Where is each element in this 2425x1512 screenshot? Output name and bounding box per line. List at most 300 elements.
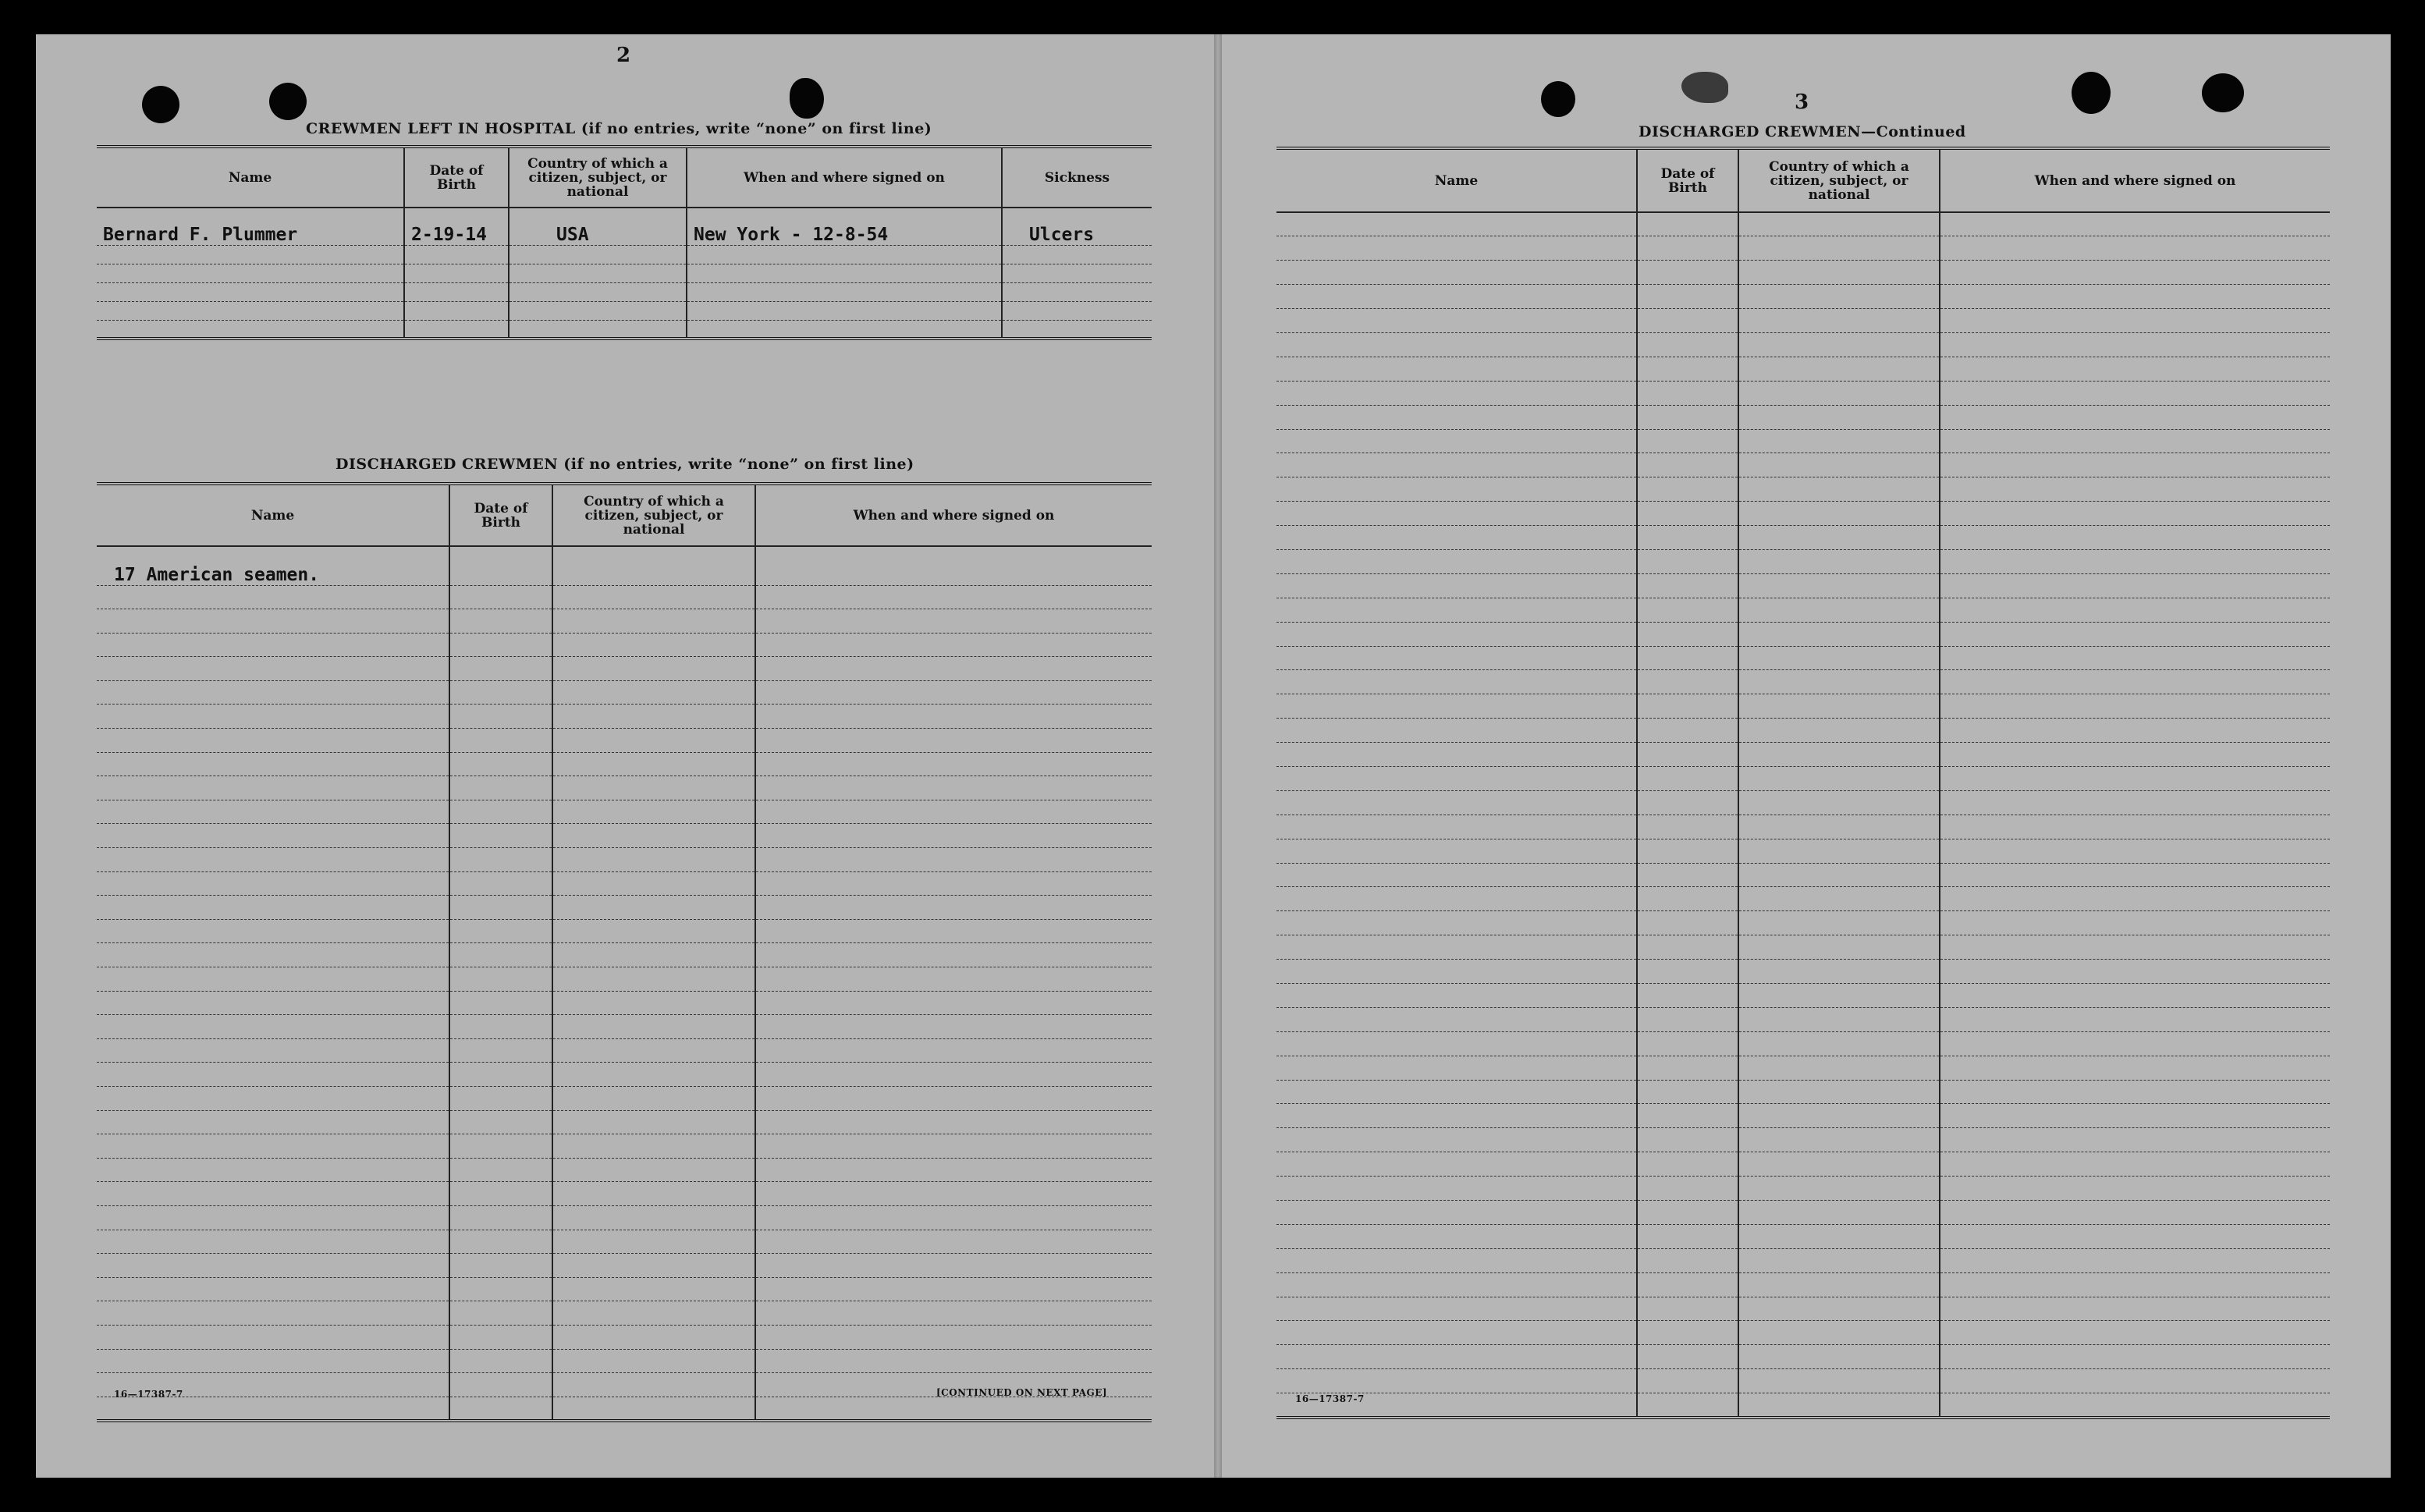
blank-cell bbox=[449, 1397, 552, 1421]
column-header-name: Name bbox=[97, 484, 449, 546]
blank-cell bbox=[1738, 1080, 1940, 1104]
blank-cell bbox=[755, 752, 1152, 776]
blank-cell bbox=[1940, 1031, 2330, 1056]
blank-cell bbox=[1940, 332, 2330, 357]
column-header-name: Name bbox=[97, 147, 404, 208]
hospital-table bbox=[97, 145, 1152, 340]
binder-hole bbox=[269, 83, 307, 120]
table-row bbox=[97, 1301, 1152, 1326]
blank-cell bbox=[1738, 863, 1940, 887]
blank-cell bbox=[552, 1063, 755, 1087]
blank-cell bbox=[552, 705, 755, 729]
blank-cell bbox=[1940, 261, 2330, 285]
blank-cell bbox=[755, 800, 1152, 824]
blank-cell bbox=[1738, 1152, 1940, 1177]
column-header-signed-on: When and where signed on bbox=[687, 147, 1002, 208]
table-row bbox=[1276, 549, 2330, 573]
blank-cell bbox=[1276, 887, 1637, 911]
table-row bbox=[1276, 670, 2330, 694]
blank-cell bbox=[755, 871, 1152, 896]
blank-cell bbox=[1276, 863, 1637, 887]
blank-cell bbox=[97, 1038, 449, 1063]
blank-cell bbox=[1276, 790, 1637, 815]
blank-cell bbox=[1940, 1248, 2330, 1272]
blank-cell bbox=[1738, 839, 1940, 863]
blank-cell bbox=[1637, 1321, 1738, 1345]
blank-cell bbox=[1738, 1297, 1940, 1321]
hospital-section-title bbox=[306, 120, 932, 137]
table-row bbox=[1276, 1393, 2330, 1418]
blank-cell bbox=[1738, 309, 1940, 333]
blank-cell bbox=[1276, 646, 1637, 670]
blank-cell bbox=[1940, 549, 2330, 573]
blank-cell bbox=[1738, 549, 1940, 573]
blank-cell bbox=[755, 1397, 1152, 1421]
blank-cell bbox=[1940, 815, 2330, 839]
table-row bbox=[97, 800, 1152, 824]
blank-cell bbox=[552, 1110, 755, 1134]
blank-cell bbox=[1940, 1152, 2330, 1177]
table-row bbox=[1276, 719, 2330, 743]
blank-cell bbox=[1637, 935, 1738, 960]
blank-cell bbox=[1940, 1128, 2330, 1152]
blank-cell bbox=[449, 705, 552, 729]
table-row bbox=[1276, 694, 2330, 719]
blank-cell bbox=[1637, 1056, 1738, 1080]
blank-cell bbox=[1637, 1007, 1738, 1031]
blank-cell bbox=[1940, 1056, 2330, 1080]
discharged-section-title bbox=[336, 456, 914, 473]
table-row bbox=[97, 657, 1152, 681]
table-row bbox=[1276, 1007, 2330, 1031]
blank-cell bbox=[755, 1086, 1152, 1110]
blank-cell bbox=[97, 1325, 449, 1349]
blank-cell bbox=[1276, 477, 1637, 502]
blank-cell bbox=[1940, 1007, 2330, 1031]
blank-cell bbox=[552, 609, 755, 634]
blank-cell bbox=[1276, 1297, 1637, 1321]
blank-cell bbox=[1940, 236, 2330, 261]
blank-cell bbox=[1276, 381, 1637, 405]
blank-cell bbox=[1738, 911, 1940, 935]
blank-cell bbox=[1738, 622, 1940, 646]
table-row bbox=[97, 320, 1152, 339]
blank-cell bbox=[449, 1277, 552, 1301]
table-row bbox=[97, 848, 1152, 872]
table-row bbox=[1276, 332, 2330, 357]
blank-cell bbox=[1276, 549, 1637, 573]
blank-cell bbox=[552, 1230, 755, 1254]
blank-cell bbox=[1940, 1393, 2330, 1418]
blank-cell bbox=[1637, 1128, 1738, 1152]
blank-cell bbox=[552, 680, 755, 705]
blank-cell bbox=[449, 943, 552, 967]
blank-cell bbox=[1738, 743, 1940, 767]
blank-cell bbox=[449, 967, 552, 992]
blank-cell bbox=[1637, 960, 1738, 984]
blank-cell bbox=[97, 752, 449, 776]
blank-cell bbox=[1276, 598, 1637, 622]
blank-cell bbox=[1738, 719, 1940, 743]
blank-cell bbox=[1637, 285, 1738, 309]
table-row bbox=[1276, 1104, 2330, 1128]
blank-cell bbox=[1637, 622, 1738, 646]
table-row bbox=[1276, 1128, 2330, 1152]
blank-cell bbox=[1637, 573, 1738, 598]
blank-cell bbox=[449, 1254, 552, 1278]
blank-cell bbox=[1738, 285, 1940, 309]
blank-cell bbox=[1637, 1272, 1738, 1297]
blank-cell bbox=[1276, 573, 1637, 598]
blank-cell bbox=[1940, 984, 2330, 1008]
table-row bbox=[97, 1397, 1152, 1421]
blank-cell bbox=[449, 729, 552, 753]
table-row bbox=[1276, 573, 2330, 598]
blank-cell bbox=[552, 943, 755, 967]
table-row bbox=[97, 967, 1152, 992]
blank-cell bbox=[1940, 1080, 2330, 1104]
table-row bbox=[1276, 1345, 2330, 1369]
table-row bbox=[97, 633, 1152, 657]
table-row bbox=[97, 1134, 1152, 1159]
blank-cell bbox=[1738, 694, 1940, 719]
crewman-dob bbox=[449, 546, 552, 585]
blank-cell bbox=[1738, 236, 1940, 261]
blank-cell bbox=[1738, 790, 1940, 815]
blank-cell bbox=[552, 1134, 755, 1159]
blank-cell bbox=[449, 1325, 552, 1349]
binder-hole bbox=[790, 78, 824, 119]
blank-cell bbox=[552, 1397, 755, 1421]
blank-cell bbox=[552, 633, 755, 657]
table-row bbox=[97, 282, 1152, 301]
blank-cell bbox=[1276, 984, 1637, 1008]
blank-cell bbox=[552, 1301, 755, 1326]
blank-cell bbox=[97, 1254, 449, 1278]
column-header-date-of-birth: Date of Birth bbox=[449, 484, 552, 546]
blank-cell bbox=[97, 1230, 449, 1254]
table-row bbox=[97, 1254, 1152, 1278]
blank-cell bbox=[1637, 1177, 1738, 1201]
blank-cell bbox=[755, 1182, 1152, 1206]
blank-cell bbox=[449, 1158, 552, 1182]
blank-cell bbox=[449, 633, 552, 657]
blank-cell bbox=[1738, 1201, 1940, 1225]
table-row bbox=[1276, 766, 2330, 790]
table-row bbox=[97, 1325, 1152, 1349]
blank-cell bbox=[1276, 1345, 1637, 1369]
blank-cell bbox=[1738, 1031, 1940, 1056]
blank-cell bbox=[1738, 477, 1940, 502]
blank-cell bbox=[1637, 790, 1738, 815]
blank-cell bbox=[1637, 381, 1738, 405]
blank-cell bbox=[755, 1134, 1152, 1159]
table-row bbox=[97, 585, 1152, 609]
blank-cell bbox=[1738, 526, 1940, 550]
blank-cell bbox=[97, 871, 449, 896]
blank-cell bbox=[1276, 309, 1637, 333]
table-row bbox=[1276, 1224, 2330, 1248]
blank-cell bbox=[1637, 549, 1738, 573]
blank-cell bbox=[1276, 357, 1637, 381]
blank-cell bbox=[755, 1277, 1152, 1301]
table-row bbox=[1276, 285, 2330, 309]
blank-cell bbox=[1276, 453, 1637, 477]
continued-note: [CONTINUED ON NEXT PAGE] bbox=[936, 1387, 1108, 1398]
blank-cell bbox=[1276, 719, 1637, 743]
crewman-country: USA bbox=[509, 208, 687, 245]
blank-cell bbox=[552, 896, 755, 920]
blank-cell bbox=[552, 1086, 755, 1110]
blank-cell bbox=[1276, 622, 1637, 646]
blank-cell bbox=[1637, 1393, 1738, 1418]
blank-cell bbox=[1738, 429, 1940, 453]
blank-cell bbox=[1637, 719, 1738, 743]
table-row bbox=[1276, 261, 2330, 285]
blank-cell bbox=[552, 800, 755, 824]
blank-cell bbox=[1276, 212, 1637, 236]
table-row bbox=[97, 896, 1152, 920]
blank-cell bbox=[97, 824, 449, 848]
table-row bbox=[97, 919, 1152, 943]
blank-cell bbox=[1276, 839, 1637, 863]
table-row bbox=[1276, 646, 2330, 670]
table-row bbox=[97, 609, 1152, 634]
blank-cell bbox=[1738, 1104, 1940, 1128]
blank-cell bbox=[1940, 935, 2330, 960]
blank-cell bbox=[97, 1349, 449, 1373]
blank-cell bbox=[97, 705, 449, 729]
blank-cell bbox=[97, 680, 449, 705]
blank-cell bbox=[552, 1015, 755, 1039]
table-row bbox=[97, 1182, 1152, 1206]
table-row bbox=[97, 1158, 1152, 1182]
blank-cell bbox=[1738, 935, 1940, 960]
blank-cell bbox=[755, 943, 1152, 967]
blank-cell bbox=[1276, 766, 1637, 790]
table-row bbox=[1276, 405, 2330, 429]
page-number: 2 bbox=[616, 44, 631, 67]
blank-cell bbox=[1940, 863, 2330, 887]
form-number: 16—17387-7 bbox=[114, 1389, 183, 1400]
blank-cell bbox=[1738, 598, 1940, 622]
blank-cell bbox=[449, 896, 552, 920]
column-header-date-of-birth: Date of Birth bbox=[404, 147, 509, 208]
blank-cell bbox=[1276, 1369, 1637, 1393]
table-row bbox=[1276, 598, 2330, 622]
blank-cell bbox=[755, 633, 1152, 657]
blank-cell bbox=[1637, 1104, 1738, 1128]
blank-cell bbox=[755, 705, 1152, 729]
crewman-name: Bernard F. Plummer bbox=[97, 208, 404, 245]
discharged-title-note: (if no entries, write “none” on first line) bbox=[563, 456, 914, 473]
blank-cell bbox=[1276, 1248, 1637, 1272]
discharged-continued-title: DISCHARGED CREWMEN—Continued bbox=[1639, 123, 1966, 140]
blank-cell bbox=[552, 967, 755, 992]
table-row bbox=[97, 705, 1152, 729]
table-row bbox=[1276, 1272, 2330, 1297]
table-row bbox=[1276, 622, 2330, 646]
table-row bbox=[1276, 477, 2330, 502]
blank-cell bbox=[1738, 960, 1940, 984]
blank-cell bbox=[1940, 790, 2330, 815]
blank-cell bbox=[755, 1110, 1152, 1134]
blank-cell bbox=[1276, 405, 1637, 429]
blank-cell bbox=[1637, 236, 1738, 261]
blank-cell bbox=[1738, 332, 1940, 357]
blank-cell bbox=[1637, 694, 1738, 719]
crewman-signed-on: New York - 12-8-54 bbox=[687, 208, 1002, 245]
blank-cell bbox=[755, 991, 1152, 1015]
crewman-country bbox=[552, 546, 755, 585]
blank-cell bbox=[1276, 815, 1637, 839]
blank-cell bbox=[1637, 1152, 1738, 1177]
blank-cell bbox=[1940, 839, 2330, 863]
page-number: 3 bbox=[1795, 91, 1809, 114]
blank-cell bbox=[1738, 573, 1940, 598]
blank-cell bbox=[1276, 1272, 1637, 1297]
blank-cell bbox=[449, 1301, 552, 1326]
blank-cell bbox=[755, 729, 1152, 753]
table-row bbox=[97, 245, 1152, 264]
table-row bbox=[97, 208, 1152, 245]
blank-cell bbox=[755, 1254, 1152, 1278]
blank-cell bbox=[1637, 502, 1738, 526]
blank-cell bbox=[552, 1373, 755, 1397]
blank-cell bbox=[1940, 1297, 2330, 1321]
table-row bbox=[1276, 984, 2330, 1008]
blank-cell bbox=[1276, 1152, 1637, 1177]
blank-cell bbox=[1940, 477, 2330, 502]
table-row bbox=[97, 752, 1152, 776]
blank-cell bbox=[97, 657, 449, 681]
table-row bbox=[97, 1277, 1152, 1301]
column-header-date-of-birth: Date of Birth bbox=[1637, 148, 1738, 212]
blank-cell bbox=[552, 657, 755, 681]
blank-cell bbox=[1940, 719, 2330, 743]
blank-cell bbox=[1276, 285, 1637, 309]
table-row bbox=[97, 824, 1152, 848]
blank-cell bbox=[1276, 429, 1637, 453]
blank-cell bbox=[1940, 429, 2330, 453]
blank-cell bbox=[97, 1277, 449, 1301]
blank-cell bbox=[755, 609, 1152, 634]
blank-cell bbox=[1738, 502, 1940, 526]
crewman-dob: 2-19-14 bbox=[404, 208, 509, 245]
hospital-title-note: (if no entries, write “none” on first line) bbox=[581, 120, 932, 137]
blank-cell bbox=[1738, 357, 1940, 381]
blank-cell bbox=[755, 919, 1152, 943]
discharged-title-text: DISCHARGED CREWMEN bbox=[336, 456, 559, 473]
blank-cell bbox=[97, 585, 449, 609]
table-row bbox=[1276, 453, 2330, 477]
blank-cell bbox=[97, 729, 449, 753]
crewman-name: 17 American seamen. bbox=[97, 546, 449, 585]
table-row bbox=[1276, 1321, 2330, 1345]
table-row bbox=[97, 776, 1152, 800]
column-header-name: Name bbox=[1276, 148, 1637, 212]
blank-cell bbox=[552, 848, 755, 872]
blank-cell bbox=[97, 1110, 449, 1134]
crewman-sickness: Ulcers bbox=[1002, 208, 1152, 245]
blank-cell bbox=[1738, 1128, 1940, 1152]
blank-cell bbox=[1637, 743, 1738, 767]
blank-cell bbox=[1276, 1321, 1637, 1345]
table-row bbox=[1276, 863, 2330, 887]
blank-cell bbox=[97, 776, 449, 800]
table-row bbox=[1276, 502, 2330, 526]
blank-cell bbox=[1276, 1031, 1637, 1056]
blank-cell bbox=[449, 1230, 552, 1254]
blank-cell bbox=[1940, 453, 2330, 477]
blank-cell bbox=[1637, 646, 1738, 670]
blank-cell bbox=[1940, 670, 2330, 694]
blank-cell bbox=[1940, 1369, 2330, 1393]
table-row bbox=[1276, 1297, 2330, 1321]
blank-cell bbox=[552, 919, 755, 943]
blank-cell bbox=[552, 585, 755, 609]
blank-cell bbox=[755, 585, 1152, 609]
blank-cell bbox=[449, 1205, 552, 1230]
blank-cell bbox=[1637, 1080, 1738, 1104]
column-header-country: Country of which a citizen, subject, or national bbox=[552, 484, 755, 546]
table-row bbox=[97, 1038, 1152, 1063]
blank-cell bbox=[755, 1063, 1152, 1087]
blank-cell bbox=[755, 1205, 1152, 1230]
blank-cell bbox=[755, 824, 1152, 848]
blank-cell bbox=[1940, 285, 2330, 309]
blank-cell bbox=[1738, 1345, 1940, 1369]
blank-cell bbox=[1637, 863, 1738, 887]
blank-cell bbox=[97, 1205, 449, 1230]
blank-cell bbox=[97, 1397, 449, 1421]
blank-cell bbox=[1940, 357, 2330, 381]
blank-cell bbox=[1738, 766, 1940, 790]
blank-cell bbox=[552, 1277, 755, 1301]
blank-cell bbox=[97, 1301, 449, 1326]
blank-cell bbox=[755, 1301, 1152, 1326]
blank-cell bbox=[1940, 1321, 2330, 1345]
blank-cell bbox=[552, 871, 755, 896]
blank-cell bbox=[1276, 670, 1637, 694]
blank-cell bbox=[1940, 1177, 2330, 1201]
table-row bbox=[1276, 357, 2330, 381]
table-row bbox=[97, 1086, 1152, 1110]
blank-cell bbox=[1637, 357, 1738, 381]
blank-cell bbox=[97, 800, 449, 824]
blank-cell bbox=[1940, 694, 2330, 719]
blank-cell bbox=[552, 1349, 755, 1373]
blank-cell bbox=[449, 1134, 552, 1159]
blank-cell bbox=[1940, 887, 2330, 911]
blank-cell bbox=[1637, 1297, 1738, 1321]
blank-cell bbox=[1276, 236, 1637, 261]
blank-cell bbox=[552, 824, 755, 848]
table-row bbox=[1276, 429, 2330, 453]
table-row bbox=[97, 1015, 1152, 1039]
blank-cell bbox=[449, 680, 552, 705]
blank-cell bbox=[1276, 332, 1637, 357]
blank-cell bbox=[1637, 332, 1738, 357]
blank-cell bbox=[1276, 911, 1637, 935]
table-row bbox=[1276, 815, 2330, 839]
blank-cell bbox=[755, 1349, 1152, 1373]
blank-cell bbox=[449, 824, 552, 848]
blank-cell bbox=[449, 657, 552, 681]
blank-cell bbox=[1738, 670, 1940, 694]
blank-cell bbox=[449, 1038, 552, 1063]
blank-cell bbox=[552, 729, 755, 753]
